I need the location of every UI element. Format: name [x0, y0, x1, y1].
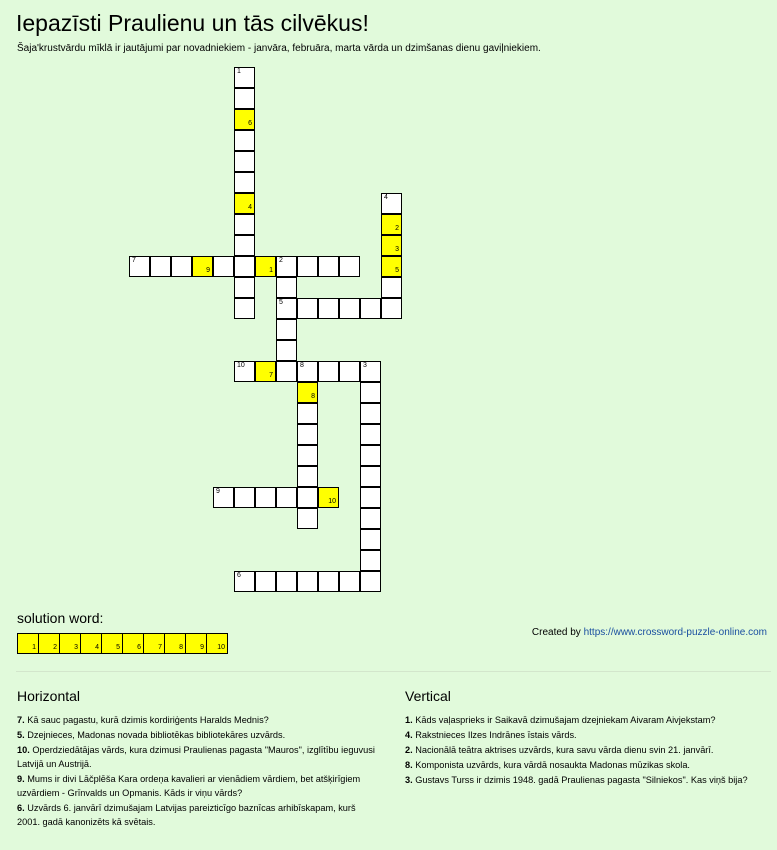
crossword-cell[interactable]	[234, 361, 255, 382]
crossword-cell[interactable]	[360, 445, 381, 466]
solution-box-number: 9	[200, 644, 204, 651]
clue-number: 7.	[17, 715, 25, 725]
crossword-cell[interactable]	[339, 571, 360, 592]
solution-box[interactable]	[17, 633, 39, 654]
clue-number: 1.	[405, 715, 413, 725]
solution-box-number: 7	[158, 644, 162, 651]
crossword-cell[interactable]	[234, 487, 255, 508]
clue-text: Kāds vaļasprieks ir Saikavā dzimušajam dzejniekam Aivaram Aivjekstam?	[415, 715, 716, 725]
solution-box[interactable]	[164, 633, 186, 654]
crossword-cell[interactable]	[297, 424, 318, 445]
crossword-cell[interactable]	[234, 214, 255, 235]
cell-clue-number: 2	[279, 257, 283, 264]
clue-number: 2.	[405, 745, 413, 755]
crossword-cell[interactable]	[360, 508, 381, 529]
crossword-cell-solution[interactable]	[234, 193, 255, 214]
crossword-cell[interactable]	[234, 298, 255, 319]
solution-box-number: 6	[137, 644, 141, 651]
cell-solution-number: 8	[311, 393, 315, 400]
divider	[16, 671, 771, 672]
vertical-clue[interactable]	[405, 743, 765, 757]
crossword-cell[interactable]	[360, 466, 381, 487]
crossword-cell[interactable]	[297, 487, 318, 508]
clue-text: Komponista uzvārds, kura vārdā nosaukta Madonas mūzikas skola.	[415, 760, 690, 770]
crossword-cell[interactable]	[360, 571, 381, 592]
clue-text: Rakstnieces Ilzes Indrānes īstais vārds.	[415, 730, 577, 740]
solution-box[interactable]	[59, 633, 81, 654]
crossword-cell[interactable]	[276, 340, 297, 361]
crossword-cell[interactable]	[360, 361, 381, 382]
crossword-cell-solution[interactable]	[234, 109, 255, 130]
horizontal-clue[interactable]	[17, 772, 377, 800]
crossword-cell[interactable]	[276, 571, 297, 592]
crossword-cell[interactable]	[234, 277, 255, 298]
crossword-cell[interactable]	[339, 256, 360, 277]
clue-number: 6.	[17, 803, 25, 813]
crossword-cell[interactable]	[255, 487, 276, 508]
clue-text: Uzvārds 6. janvārī dzimušajam Latvijas pareizticīgo baznīcas arhibīskapam, kurš 2001. gadā kanonizēts kā svētais.	[17, 803, 356, 827]
cell-clue-number: 1	[237, 68, 241, 75]
clue-text: Dzejnieces, Madonas novada bibliotēkas bibliotekāres uzvārds.	[27, 730, 286, 740]
crossword-cell[interactable]	[318, 256, 339, 277]
crossword-cell[interactable]	[381, 193, 402, 214]
solution-box-number: 2	[53, 644, 57, 651]
vertical-clue[interactable]	[405, 728, 765, 742]
crossword-cell[interactable]	[234, 172, 255, 193]
clue-text: Gustavs Turss ir dzimis 1948. gadā Praulienas pagasta "Silniekos". Kas viņš bija?	[415, 775, 748, 785]
credit-line	[532, 627, 767, 638]
crossword-cell[interactable]	[318, 298, 339, 319]
crossword-cell[interactable]	[297, 361, 318, 382]
horizontal-clue[interactable]	[17, 743, 377, 771]
crossword-cell[interactable]	[234, 256, 255, 277]
crossword-cell[interactable]	[276, 319, 297, 340]
crossword-cell[interactable]	[318, 361, 339, 382]
crossword-cell[interactable]	[339, 298, 360, 319]
crossword-cell[interactable]	[297, 256, 318, 277]
crossword-cell[interactable]	[360, 487, 381, 508]
crossword-cell[interactable]	[234, 235, 255, 256]
page-subtitle: Šaja'krustvārdu mīklā ir jautājumi par novadniekiem - janvāra, februāra, marta vārda un dzimšanas dienu gaviļniekiem.	[17, 43, 541, 54]
crossword-cell-solution[interactable]	[381, 214, 402, 235]
clue-number: 10.	[17, 745, 30, 755]
solution-box[interactable]	[206, 633, 228, 654]
crossword-cell[interactable]	[339, 361, 360, 382]
cell-solution-number: 3	[395, 246, 399, 253]
solution-title: solution word:	[17, 610, 104, 626]
clue-number: 9.	[17, 774, 25, 784]
crossword-cell-solution[interactable]	[192, 256, 213, 277]
crossword-cell[interactable]	[276, 256, 297, 277]
crossword-cell[interactable]	[234, 151, 255, 172]
crossword-cell[interactable]	[297, 571, 318, 592]
horizontal-clue[interactable]	[17, 713, 377, 727]
crossword-cell[interactable]	[171, 256, 192, 277]
crossword-cell[interactable]	[360, 403, 381, 424]
crossword-cell[interactable]	[234, 67, 255, 88]
clue-number: 5.	[17, 730, 25, 740]
solution-box-number: 8	[179, 644, 183, 651]
crossword-cell[interactable]	[234, 571, 255, 592]
crossword-cell-solution[interactable]	[318, 487, 339, 508]
cell-clue-number: 3	[363, 362, 367, 369]
solution-box-number: 4	[95, 644, 99, 651]
cell-solution-number: 1	[269, 267, 273, 274]
crossword-cell[interactable]	[129, 256, 150, 277]
crossword-cell[interactable]	[297, 403, 318, 424]
cell-clue-number: 5	[279, 299, 283, 306]
vertical-clue[interactable]	[405, 758, 765, 772]
crossword-cell[interactable]	[234, 130, 255, 151]
cell-clue-number: 7	[132, 257, 136, 264]
solution-box[interactable]	[101, 633, 123, 654]
crossword-cell[interactable]	[213, 256, 234, 277]
solution-box[interactable]	[38, 633, 60, 654]
crossword-cell-solution[interactable]	[255, 256, 276, 277]
clue-text: Nacionālā teātra aktrises uzvārds, kura savu vārda dienu svin 21. janvārī.	[415, 745, 714, 755]
solution-box-number: 3	[74, 644, 78, 651]
crossword-cell[interactable]	[276, 277, 297, 298]
solution-box[interactable]	[80, 633, 102, 654]
crossword-cell[interactable]	[213, 487, 234, 508]
horizontal-clues	[17, 688, 377, 830]
vertical-clue[interactable]	[405, 713, 765, 727]
clue-number: 8.	[405, 760, 413, 770]
cell-solution-number: 4	[248, 204, 252, 211]
crossword-cell[interactable]	[276, 487, 297, 508]
solution-box[interactable]	[143, 633, 165, 654]
clue-number: 3.	[405, 775, 413, 785]
horizontal-clue[interactable]	[17, 801, 377, 829]
solution-box-number: 10	[217, 644, 225, 651]
cell-solution-number: 5	[395, 267, 399, 274]
vertical-clues	[405, 688, 765, 788]
horizontal-heading: Horizontal	[17, 688, 81, 704]
clue-text: Operdziedātājas vārds, kura dzimusi Praulienas pagasta "Mauros", izglītību ieguvusi Latvijā un Austrijā.	[17, 745, 375, 769]
solution-box[interactable]	[185, 633, 207, 654]
clue-text: Kā sauc pagastu, kurā dzimis kordiriģents Haralds Mednis?	[27, 715, 269, 725]
cell-clue-number: 6	[237, 572, 241, 579]
crossword-cell[interactable]	[360, 424, 381, 445]
solution-box[interactable]	[122, 633, 144, 654]
page-title: Iepazīsti Praulienu un tās cilvēkus!	[16, 10, 369, 36]
crossword-cell-solution[interactable]	[381, 235, 402, 256]
clue-number: 4.	[405, 730, 413, 740]
crossword-cell[interactable]	[360, 529, 381, 550]
crossword-cell[interactable]	[318, 571, 339, 592]
vertical-heading: Vertical	[405, 688, 451, 704]
crossword-cell[interactable]	[234, 88, 255, 109]
crossword-cell[interactable]	[360, 382, 381, 403]
cell-solution-number: 10	[328, 498, 336, 505]
credit-prefix: Created by	[531, 627, 581, 638]
crossword-cell[interactable]	[360, 550, 381, 571]
crossword-cell-solution[interactable]	[255, 361, 276, 382]
clue-text: Mums ir divi Lāčplēša Kara ordeņa kavalieri ar vienādiem vārdiem, bet atšķirīgiem uzvārdiem - Grīnvalds un Opmanis. Kāds ir viņu vārds?	[17, 774, 361, 798]
crossword-cell[interactable]	[297, 508, 318, 529]
crossword-cell[interactable]	[297, 298, 318, 319]
cell-clue-number: 8	[300, 362, 304, 369]
crossword-cell-solution[interactable]	[381, 256, 402, 277]
crossword-cell-solution[interactable]	[297, 382, 318, 403]
credit-link[interactable]: https://www.crossword-puzzle-online.com	[583, 627, 767, 638]
solution-box-number: 1	[32, 644, 36, 651]
crossword-cell[interactable]	[276, 361, 297, 382]
cell-clue-number: 9	[216, 488, 220, 495]
cell-solution-number: 6	[248, 120, 252, 127]
crossword-cell[interactable]	[255, 571, 276, 592]
crossword-cell[interactable]	[381, 298, 402, 319]
vertical-clue[interactable]	[405, 773, 765, 787]
crossword-cell[interactable]	[360, 298, 381, 319]
cell-solution-number: 7	[269, 372, 273, 379]
solution-word-row	[17, 633, 232, 654]
crossword-cell[interactable]	[381, 277, 402, 298]
cell-clue-number: 10	[237, 362, 245, 369]
solution-box-number: 5	[116, 644, 120, 651]
cell-solution-number: 9	[206, 267, 210, 274]
crossword-cell[interactable]	[297, 445, 318, 466]
crossword-cell[interactable]	[150, 256, 171, 277]
crossword-cell[interactable]	[297, 466, 318, 487]
cell-clue-number: 4	[384, 194, 388, 201]
crossword-cell[interactable]	[276, 298, 297, 319]
cell-solution-number: 2	[395, 225, 399, 232]
horizontal-clue[interactable]	[17, 728, 377, 742]
